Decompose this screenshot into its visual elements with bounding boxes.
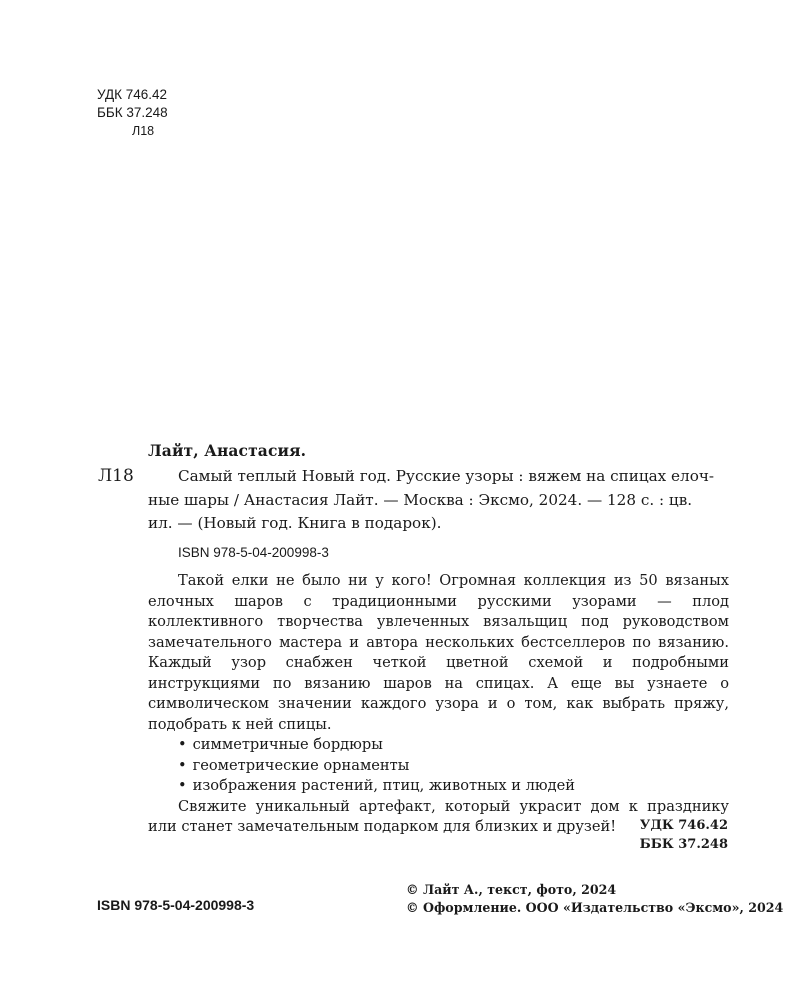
copyright-block	[406, 881, 783, 917]
list-item	[178, 776, 729, 797]
udk-code-bottom: УДК 746.42	[639, 818, 728, 833]
isbn-entry: ISBN 978-5-04-200998-3	[178, 545, 329, 560]
classification-codes-bottom	[640, 817, 728, 854]
list-item	[178, 756, 729, 777]
biblio-line-1: Самый теплый Новый год. Русские узоры : вяжем на спицах елоч-	[178, 467, 715, 485]
isbn-footer: ISBN 978-5-04-200998-3	[97, 897, 255, 913]
list-item-text: геометрические орнаменты	[192, 756, 410, 774]
udk-code: УДК 746.42	[97, 87, 168, 102]
bullet-icon: •	[178, 736, 187, 753]
list-item-text: изображения растений, птиц, животных и людей	[192, 777, 575, 794]
bullet-icon: •	[178, 777, 187, 794]
bbk-code: ББК 37.248	[97, 105, 168, 120]
bibliographic-description	[148, 465, 729, 536]
list-item-text: симметричные бордюры	[192, 736, 383, 753]
copyright-text: © Лайт А., текст, фото, 2024	[406, 882, 617, 897]
annotation	[148, 571, 729, 838]
bullet-icon: •	[178, 756, 187, 774]
author-heading: Лайт, Анастасия.	[148, 441, 307, 460]
author-sign: Л18	[98, 466, 134, 486]
bbk-code-bottom: ББК 37.248	[639, 836, 728, 852]
list-item	[178, 735, 729, 756]
annotation-closing: Свяжите уникальный артефакт, который украсит дом к празднику или станет замечательным подарком для близких и друзей!	[148, 797, 729, 835]
biblio-line-2: ные шары / Анастасия Лайт. — Москва : Эксмо, 2024. — 128 с. : цв.	[148, 490, 693, 509]
feature-list	[148, 735, 729, 797]
author-code: Л18	[132, 124, 155, 138]
classification-codes-top	[97, 86, 168, 140]
copyright-design: © Оформление. ООО «Издательство «Эксмо», 2024	[406, 900, 784, 915]
biblio-line-3: ил. — (Новый год. Книга в подарок).	[148, 514, 442, 532]
annotation-intro: Такой елки не было ни у кого! Огромная коллекция из 50 вязаных елочных шаров с традиционными русскими узорами — плод коллективного творчества увлеченных вязальщиц под руководством замечательного мастера и автора нескольких бестселлеров по вязанию. Каждый узор снабжен четкой цветной схемой и подробными инструкциями по вязанию шаров на спицах. А еще вы узнаете о символическом значении каждого узора и о том, как выбрать пряжу, подобрать к ней спицы.	[148, 572, 729, 733]
